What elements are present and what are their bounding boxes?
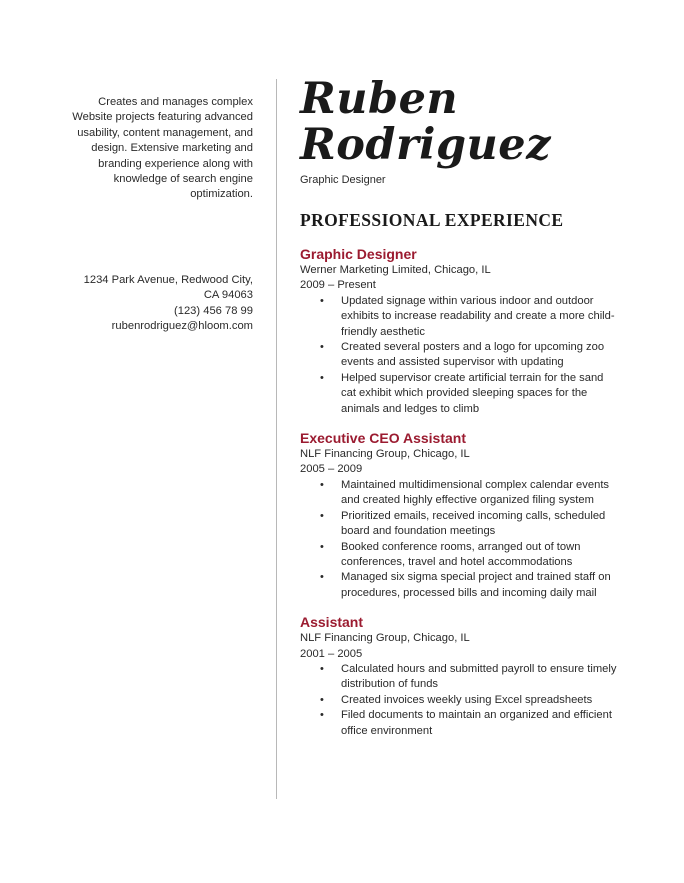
- job-entry: [300, 613, 620, 739]
- contact-info: [60, 273, 253, 335]
- job-bullet-list: [300, 478, 620, 601]
- job-bullet: [300, 509, 620, 540]
- job-bullet-text: Created several posters and a logo for upcoming zoo events and assisted supervisor with updating: [341, 341, 605, 369]
- job-dates: 2001 – 2005: [300, 647, 363, 660]
- job-bullet: [300, 708, 620, 739]
- address-line-1: 1234 Park Avenue, Redwood City,: [83, 273, 253, 286]
- bullet-icon: •: [320, 709, 324, 722]
- bullet-icon: •: [320, 509, 324, 522]
- job-company: Werner Marketing Limited, Chicago, IL: [300, 264, 491, 276]
- job-bullet-list: [300, 294, 620, 417]
- job-bullet: [300, 540, 620, 571]
- job-bullet-text: Updated signage within various indoor and outdoor exhibits to increase readability and create a more child-friendly aesthetic: [341, 294, 615, 338]
- job-dates: 2005 – 2009: [300, 463, 363, 476]
- job-bullet-text: Created invoices weekly using Excel spreadsheets: [341, 693, 593, 706]
- job-role: Assistant: [300, 614, 364, 631]
- job-bullet-text: Calculated hours and submitted payroll to ensure timely distribution of funds: [341, 662, 617, 691]
- bullet-icon: •: [320, 478, 324, 491]
- applicant-title: Graphic Designer: [300, 174, 386, 186]
- right-column: [300, 76, 620, 751]
- job-bullet: [300, 340, 620, 371]
- bullet-icon: •: [320, 294, 324, 307]
- job-bullet: [300, 294, 620, 340]
- profile-summary: Creates and manages complex Website projects featuring advanced usability, content management, and design. Extensive marketing and branding experience along with knowledge of search engine optimization.: [72, 96, 253, 201]
- phone-number: (123) 456 78 99: [174, 304, 253, 317]
- job-bullet: [300, 478, 620, 509]
- bullet-icon: •: [320, 341, 324, 354]
- job-role: Executive CEO Assistant: [300, 430, 466, 447]
- job-entry: [300, 245, 620, 417]
- bullet-icon: •: [320, 662, 324, 675]
- job-bullet: [300, 570, 620, 601]
- bullet-icon: •: [320, 371, 324, 384]
- job-company: NLF Financing Group, Chicago, IL: [300, 632, 470, 645]
- email-address: rubenrodriguez@hloom.com: [111, 320, 253, 333]
- column-divider: [276, 79, 277, 799]
- experience-list: [300, 245, 620, 739]
- job-bullet-text: Filed documents to maintain an organized and efficient office environment: [341, 709, 612, 737]
- section-heading-experience: PROFESSIONAL EXPERIENCE: [300, 210, 564, 230]
- job-entry: [300, 429, 620, 601]
- address-line-2: CA 94063: [203, 289, 253, 302]
- job-bullet-text: Managed six sigma special project and trained staff on procedures, processed bills and incoming daily mail: [341, 571, 611, 599]
- job-bullet-list: [300, 662, 620, 739]
- bullet-icon: •: [320, 540, 324, 553]
- bullet-icon: •: [320, 693, 324, 706]
- job-bullet-text: Prioritized emails, received incoming calls, scheduled board and foundation meetings: [341, 509, 606, 538]
- job-bullet: [300, 371, 620, 417]
- applicant-name: [300, 76, 620, 168]
- job-company: NLF Financing Group, Chicago, IL: [300, 448, 470, 461]
- job-bullet: [300, 662, 620, 693]
- first-name: Ruben: [300, 74, 459, 124]
- job-dates: 2009 – Present: [300, 279, 376, 292]
- bullet-icon: •: [320, 571, 324, 584]
- job-bullet-text: Booked conference rooms, arranged out of town conferences, travel and hotel accommodations: [341, 540, 581, 568]
- job-bullet-text: Maintained multidimensional complex calendar events and created highly effective organized filing system: [341, 478, 610, 507]
- job-bullet: [300, 693, 620, 708]
- job-bullet-text: Helped supervisor create artificial terrain for the sand cat exhibit which provided sleeping spaces for the animals and ledges to climb: [341, 371, 604, 415]
- left-column: [60, 95, 253, 334]
- last-name: Rodriguez: [300, 120, 552, 170]
- job-role: Graphic Designer: [300, 246, 417, 262]
